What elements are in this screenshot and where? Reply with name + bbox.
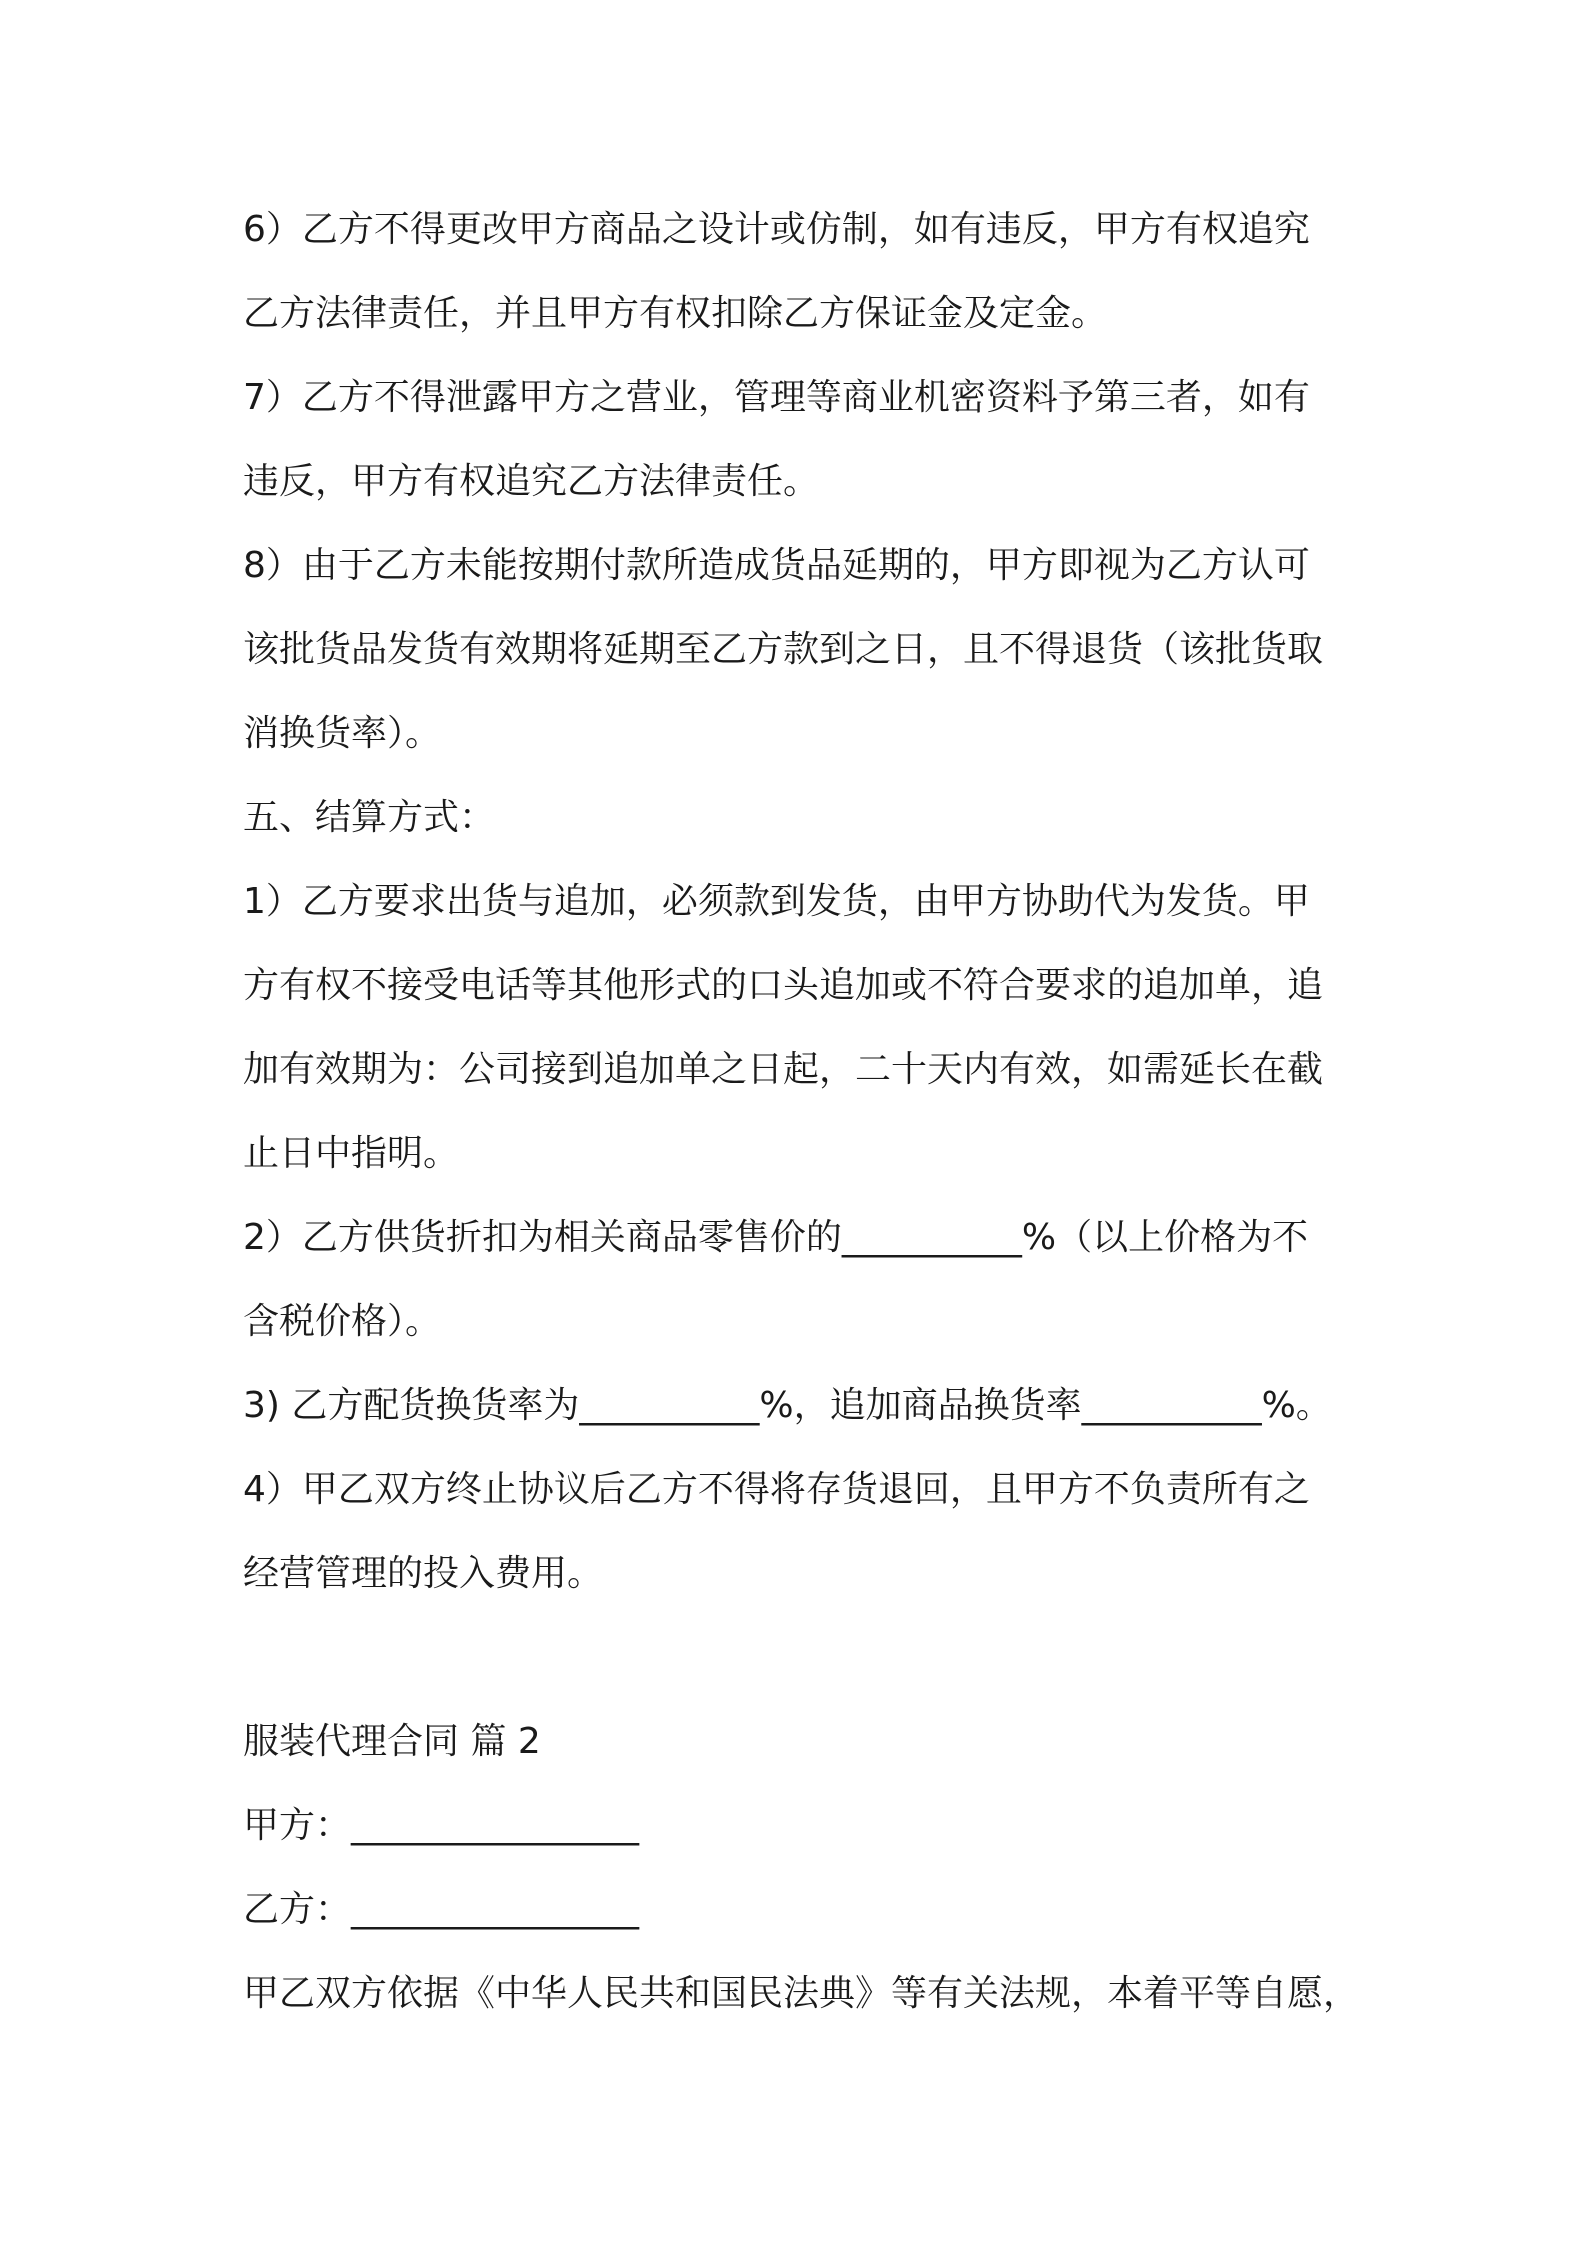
party-a-field: 甲方：________________: [243, 1805, 640, 1846]
document-body: [243, 198, 1360, 2046]
section-gap: [243, 1626, 1353, 1710]
settlement-1-line-1: 1）乙方要求出货与追加，必须款到发货，由甲方协助代为发货。甲: [243, 881, 1310, 922]
settlement-2-line-1: 2）乙方供货折扣为相关商品零售价的__________%（以上价格为不: [243, 1217, 1309, 1258]
settlement-4-line-2: 经营管理的投入费用。: [243, 1553, 604, 1594]
settlement-1-line-2: 方有权不接受电话等其他形式的口头追加或不符合要求的追加单，追: [243, 965, 1324, 1006]
settlement-4-line-1: 4）甲乙双方终止协议后乙方不得将存货退回，且甲方不负责所有之: [243, 1469, 1310, 1510]
settlement-2-line-2: 含税价格）。: [243, 1301, 442, 1342]
clause-6-line-1: 6）乙方不得更改甲方商品之设计或仿制，如有违反，甲方有权追究: [243, 209, 1310, 250]
party-b-field: 乙方：________________: [243, 1889, 640, 1930]
settlement-1-line-4: 止日中指明。: [243, 1133, 460, 1174]
contract-2-intro: 甲乙双方依据《中华人民共和国民法典》等有关法规，本着平等自愿，: [243, 1973, 1360, 2014]
contract-2-title: 服装代理合同 篇 2: [243, 1721, 541, 1762]
clause-7-line-1: 7）乙方不得泄露甲方之营业，管理等商业机密资料予第三者，如有: [243, 377, 1310, 418]
settlement-3-line-1: 3) 乙方配货换货率为__________%，追加商品换货率__________%。: [243, 1385, 1332, 1426]
clause-8-line-3: 消换货率）。: [243, 713, 442, 754]
clause-7-line-2: 违反，甲方有权追究乙方法律责任。: [243, 461, 820, 502]
settlement-1-line-3: 加有效期为：公司接到追加单之日起，二十天内有效，如需延长在截: [243, 1049, 1324, 1090]
clause-8-line-1: 8）由于乙方未能按期付款所造成货品延期的，甲方即视为乙方认可: [243, 545, 1310, 586]
clause-6-line-2: 乙方法律责任，并且甲方有权扣除乙方保证金及定金。: [243, 293, 1108, 334]
clause-8-line-2: 该批货品发货有效期将延期至乙方款到之日，且不得退货（该批货取: [243, 629, 1324, 670]
section-heading-settlement: 五、结算方式：: [243, 797, 496, 838]
